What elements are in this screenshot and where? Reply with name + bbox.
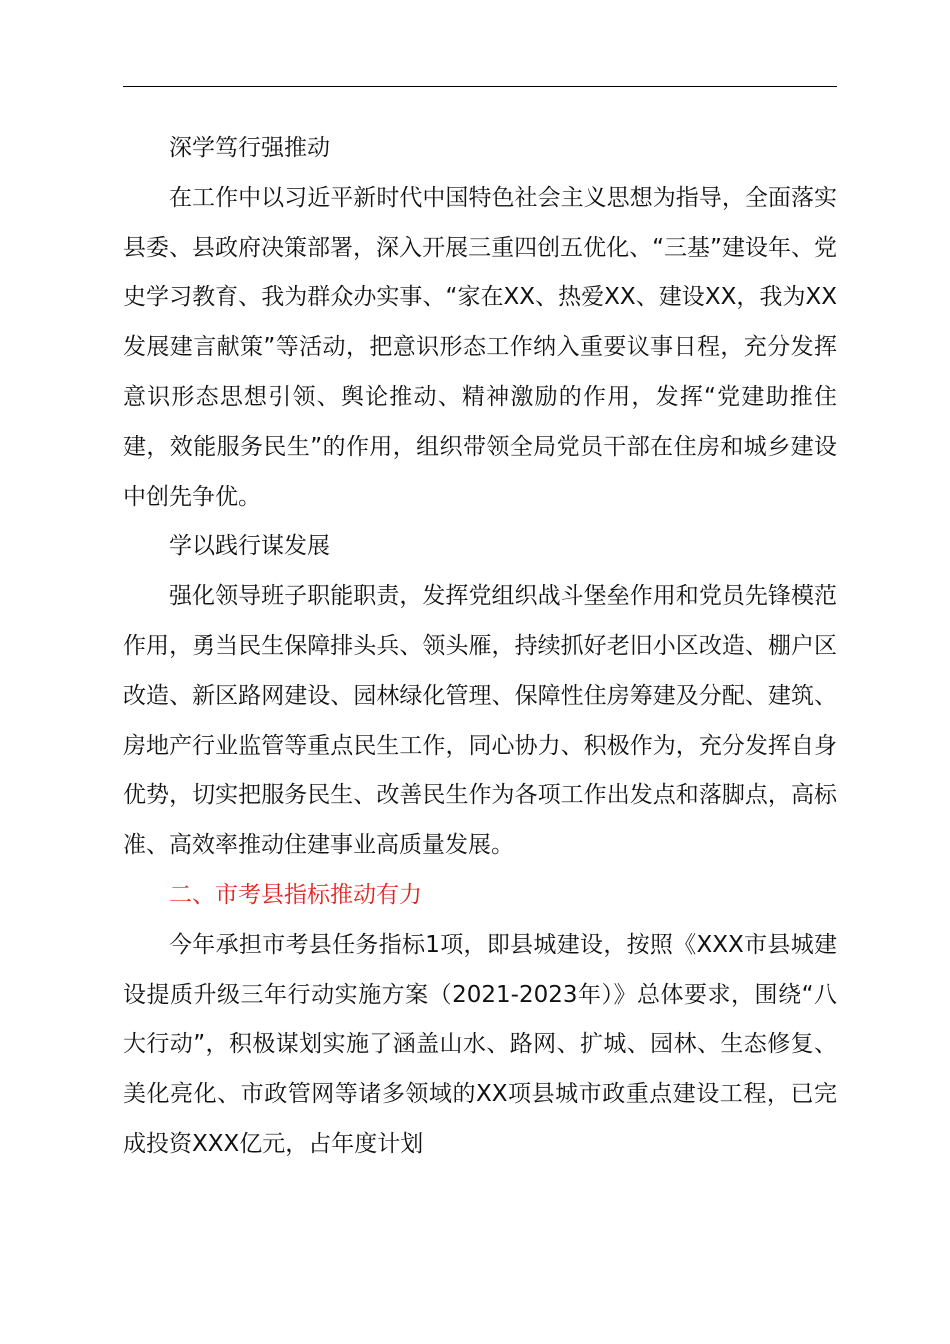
document-body <box>123 124 837 1170</box>
section-two-heading: 二、市考县指标推动有力 <box>169 881 422 908</box>
section-two-paragraph: 今年承担市考县任务指标1项，即县城建设，按照《XXX市县城建设提质升级三年行动实施方案（2021-2023年）》总体要求，围绕“八大行动”，积极谋划实施了涵盖山水、路网、扩城、园林、生态修复、美化亮化、市政管网等诸多领域的XX项县城市政重点建设工程，已完成投资XXX亿元，占年度计划 <box>123 931 837 1157</box>
paragraph-study-practice: 在工作中以习近平新时代中国特色社会主义思想为指导，全面落实县委、县政府决策部署，深入开展三重四创五优化、“三基”建设年、党史学习教育、我为群众办实事、“家在XX、热爱XX、建设XX，我为XX发展建言献策”等活动，把意识形态工作纳入重要议事日程，充分发挥意识形态思想引领、舆论推动、精神激励的作用，发挥“党建助推住建，效能服务民生”的作用，组织带领全局党员干部在住房和城乡建设中创先争优。 <box>123 184 837 510</box>
subheading-learn-develop: 学以践行谋发展 <box>169 533 330 560</box>
paragraph-learn-develop: 强化领导班子职能职责，发挥党组织战斗堡垒作用和党员先锋模范作用，勇当民生保障排头兵、领头雁，持续抓好老旧小区改造、棚户区改造、新区路网建设、园林绿化管理、保障性住房筹建及分配、建筑、房地产行业监管等重点民生工作，同心协力、积极作为，充分发挥自身优势，切实把服务民生、改善民生作为各项工作出发点和落脚点，高标准、高效率推动住建事业高质量发展。 <box>123 583 837 859</box>
subheading-study-practice: 深学笃行强推动 <box>169 135 330 161</box>
header-rule <box>123 86 837 87</box>
